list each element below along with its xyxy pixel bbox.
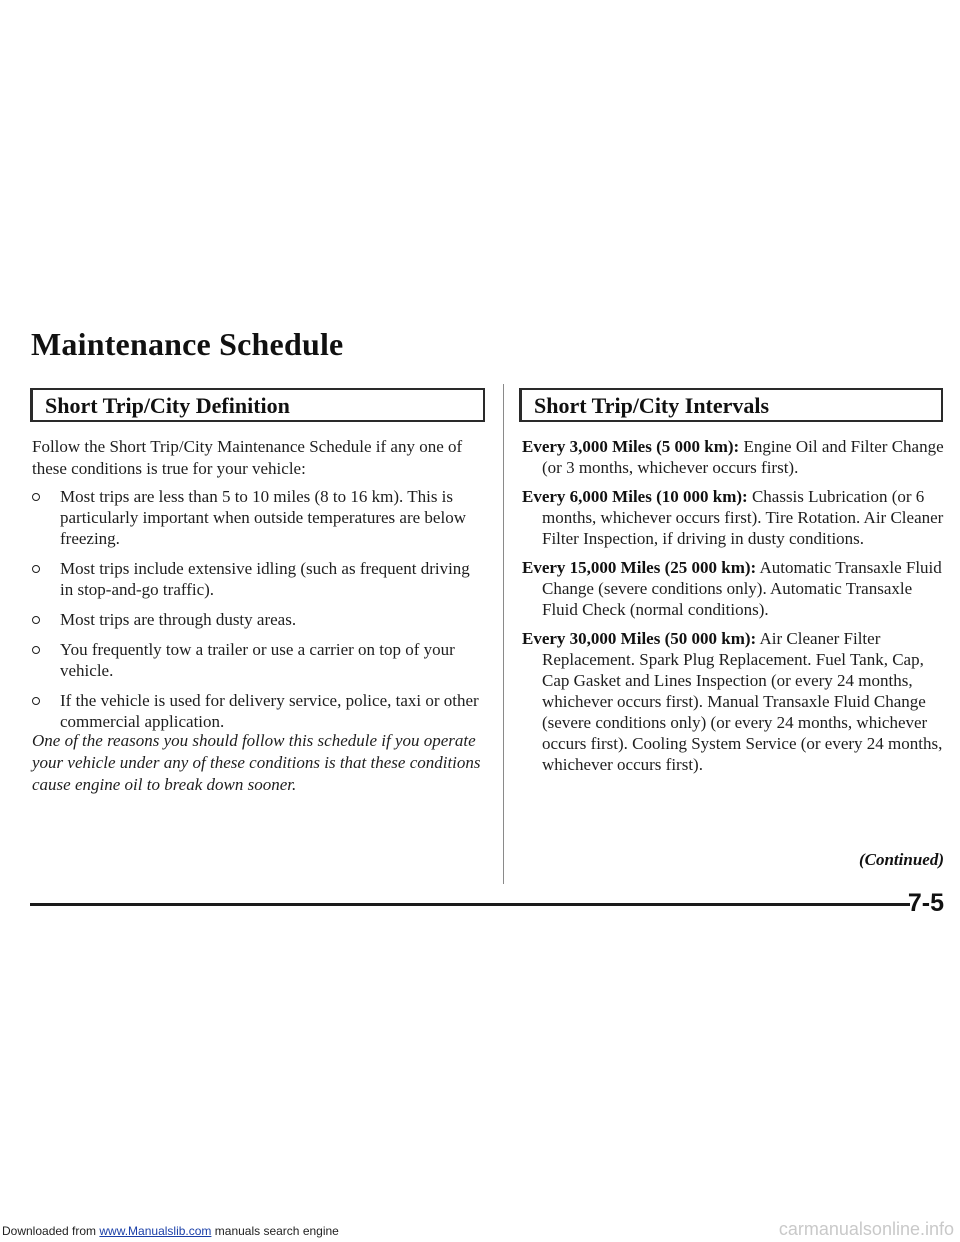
bullet-icon (32, 616, 40, 624)
manualslib-link[interactable]: www.Manualslib.com (99, 1224, 212, 1238)
interval-mileage: Every 3,000 Miles (5 000 km): (522, 437, 740, 456)
section-heading-intervals (519, 388, 943, 422)
continued-label: (Continued) (858, 850, 944, 869)
bullet-icon (32, 565, 40, 573)
interval-services: Engine Oil and Filter Change (or 3 months, whichever occurs first). (542, 437, 944, 477)
bullet-icon (32, 493, 40, 501)
section-heading-intervals-label: Short Trip/City Intervals (534, 393, 770, 418)
watermark: carmanualsonline.info (778, 1219, 954, 1239)
interval-item (522, 436, 944, 478)
interval-list (522, 436, 944, 783)
condition-item (32, 690, 484, 732)
footer-rule (30, 903, 910, 906)
schedule-note: One of the reasons you should follow this schedule if you operate your vehicle under any of these conditions is that these conditions cause engine oil to break down sooner. (32, 731, 481, 794)
interval-mileage: Every 30,000 Miles (50 000 km): (522, 629, 757, 648)
interval-services: Chassis Lubrication (or 6 months, whichever occurs first). Tire Rotation. Air Cleaner Filter Inspection, if driving in dusty conditions. (542, 487, 944, 548)
download-prefix: Downloaded from (2, 1224, 100, 1238)
column-divider (503, 384, 504, 884)
interval-services: Air Cleaner Filter Replacement. Spark Plug Replacement. Fuel Tank, Cap, Cap Gasket and Lines Inspection (or every 24 months, whichever occurs first). Manual Transaxle Fluid Change (severe conditions only) (or every 24 months, whichever occurs first). Cooling System Service (or every 24 months, whichever occurs first). (542, 629, 943, 774)
condition-item (32, 486, 484, 549)
condition-text: Most trips are less than 5 to 10 miles (8 to 16 km). This is particularly important when outside temperatures are below freezing. (60, 487, 466, 548)
interval-services: Automatic Transaxle Fluid Change (severe conditions only). Automatic Transaxle Fluid Check (normal conditions). (542, 558, 942, 619)
interval-mileage: Every 15,000 Miles (25 000 km): (522, 558, 757, 577)
download-notice (2, 1224, 339, 1238)
download-suffix: manuals search engine (211, 1224, 339, 1238)
section-heading-definition-label: Short Trip/City Definition (45, 393, 290, 418)
interval-item (522, 486, 944, 549)
definition-intro: Follow the Short Trip/City Maintenance Schedule if any one of these conditions is true for your vehicle: (32, 437, 463, 478)
bullet-icon (32, 697, 40, 705)
interval-mileage: Every 6,000 Miles (10 000 km): (522, 487, 748, 506)
condition-item (32, 609, 484, 630)
condition-list (32, 486, 484, 741)
condition-text: Most trips include extensive idling (such as frequent driving in stop-and-go traffic). (60, 559, 470, 599)
section-heading-definition (30, 388, 485, 422)
condition-text: If the vehicle is used for delivery service, police, taxi or other commercial application. (60, 691, 479, 731)
interval-item (522, 628, 944, 775)
page-title: Maintenance Schedule (31, 326, 344, 362)
condition-item (32, 639, 484, 681)
page-number: 7-5 (907, 889, 944, 917)
condition-text: Most trips are through dusty areas. (60, 610, 297, 629)
bullet-icon (32, 646, 40, 654)
condition-text: You frequently tow a trailer or use a carrier on top of your vehicle. (60, 640, 455, 680)
condition-item (32, 558, 484, 600)
interval-item (522, 557, 944, 620)
